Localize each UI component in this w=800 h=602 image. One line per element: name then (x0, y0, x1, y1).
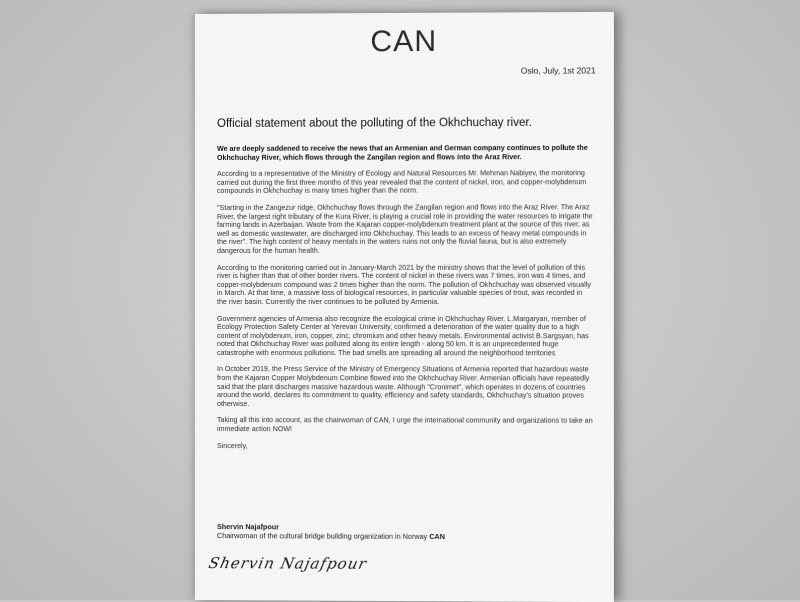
handwritten-signature: Shervin Najafpour (207, 554, 369, 573)
signer-role: Chairwoman of the cultural bridge building organization in Norway (217, 531, 428, 541)
letter-body (217, 144, 594, 459)
closing: Sincerely, (217, 441, 248, 450)
signer-org: CAN (429, 531, 445, 542)
paragraph: Taking all this into account, as the chairwoman of CAN, I urge the international community and organizations to take an immediate action NOW! (217, 416, 593, 434)
letter-title: Official statement about the polluting of the Okhchuchay river. (217, 116, 532, 130)
paragraph: In October 2019, the Press Service of the Ministry of Emergency Situations of Armenia reported that hazardous waste from the Kajaran Copper Molybdenum Combine flowed into the Okhchuchay River. Armenian officials have repeatedly said that the plant discharges massive hazardous waste. Although "Cronimet", which operates in dozens of countries around the world, declares its commitment to quality, efficiency and safety standards, Okhchuchay's situation proves otherwise. (217, 365, 590, 408)
paragraph: "Starting in the Zangezur ridge, Okhchuchay flows through the Zangilan region and flows into the Araz River. The Araz River, the largest right tributary of the Kura River, is playing a crucial role in providing the water resources to irrigate the farming lands in Azerbaijan. Waste from the Kajaran copper-molybdenum treatment plant at the source of this river, as well as domestic wastewater, are discharged into Okhchuchay. This leads to an excess of heavy metal compounds in the river". The high content of heavy mentals in the waters ruins not only the fluvial fauna, but is also extremely dangerous for the human health. (217, 203, 593, 255)
letter-date: Oslo, July, 1st 2021 (520, 65, 596, 76)
paragraph-lead: We are deeply saddened to receive the news that an Armenian and German company continues to pollute the Okhchuchay River, which flows through the Zangilan region and flows into the Araz River. (217, 143, 588, 162)
signature-block (217, 522, 594, 542)
paragraph: According to the monitoring carried out in January-March 2021 by the ministry shows that the level of pollution of this river is higher than that of other border rivers. The content of nickel in these rivers was 7 times, iron was 4 times, and copper-molybdenum compound was 2 times higher than the norm. The pollution of Okhchuchay was observed visually in March. At that time, a massive loss of biological resources, in particular valuable species of trout, was recorded in the river basin. Currently the river continues to be polluted by Armenia. (217, 263, 591, 306)
letter-page (195, 12, 614, 602)
signer-title (217, 531, 594, 542)
can-logo: CAN (370, 24, 438, 59)
paragraph: Government agencies of Armenia also recognize the ecological crime in Okhchuchay River. L.Margaryan, member of Ecology Protection Safety Center at Yerevan University, confirmed a deterioration of the water quality due to a high content of molybdenum, iron, copper, zinc, chromium and other heavy metals. Environmental activist B.Sargsyan, has noted that Okhchuchay River was polluted along its entire length - along 50 km. It is an unprecedented huge catastrophe with enormous pollutions. The bad smells are spreading all around the neighborhood territories (217, 314, 589, 358)
signer-name: Shervin Najafpour (217, 522, 280, 532)
paragraph: According to a representative of the Ministry of Ecology and Natural Resources Mr. Mehman Nabiyev, the monitoring carried out during the first three months of this year revealed that the content of nickel, iron, and copper-molybdenum compounds in Okhchuchay is many times higher than the norm. (217, 169, 587, 196)
